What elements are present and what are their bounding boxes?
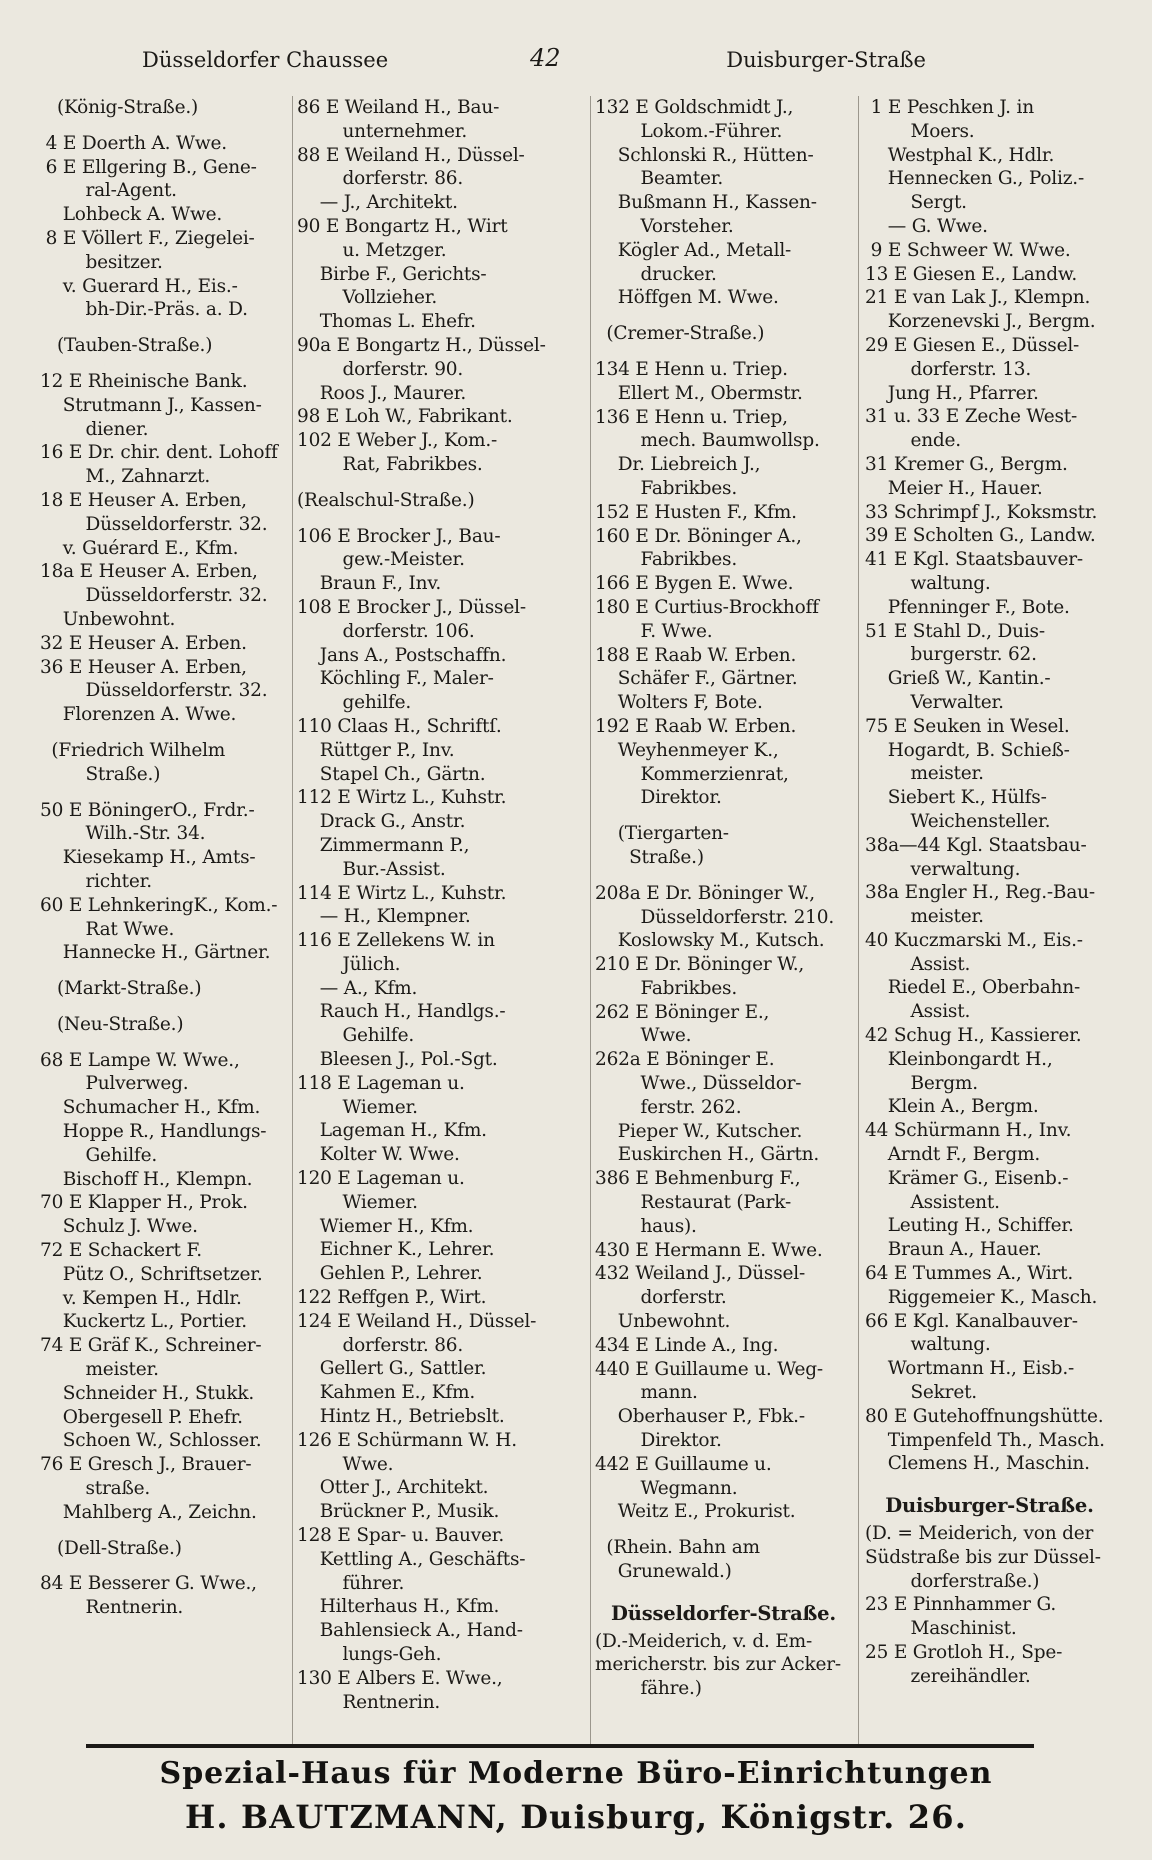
directory-entry: Lokom.-Führer. <box>595 120 783 142</box>
directory-entry: 180 E Curtius-Brockhoff <box>595 596 819 618</box>
directory-entry: bh-Dir.-Präs. a. D. <box>40 299 248 321</box>
directory-entry: Jans A., Postschaffn. <box>297 644 507 666</box>
directory-entry: Vollzieher. <box>297 287 438 309</box>
directory-entry: Beamter. <box>595 168 724 190</box>
directory-entry: Zimmermann P., <box>297 834 470 856</box>
directory-entry: 434 E Linde A., Ing. <box>595 1334 779 1356</box>
directory-entry: Kettling A., Geschäfts- <box>297 1548 526 1570</box>
directory-entry: Jülich. <box>297 953 401 975</box>
directory-entry: Weitz E., Prokurist. <box>595 1501 796 1523</box>
directory-entry: 440 E Guillaume u. Weg- <box>595 1358 823 1380</box>
directory-entry: dorferstr. <box>595 1287 727 1309</box>
directory-entry: Roos J., Maurer. <box>297 382 467 404</box>
spacer <box>40 1560 286 1572</box>
spacer <box>40 1001 286 1013</box>
directory-entry: Gellert G., Sattler. <box>297 1358 487 1380</box>
directory-entry: Höffgen M. Wwe. <box>595 287 779 309</box>
directory-entry: Klein A., Bergm. <box>865 1096 1039 1118</box>
directory-entry: 90 E Bongartz H., Wirt <box>297 215 508 237</box>
directory-entry: Lohbeck A. Wwe. <box>40 204 223 226</box>
directory-entry: Eichner K., Lehrer. <box>297 1239 495 1261</box>
directory-entry: Verwalter. <box>865 691 1004 713</box>
directory-entry: M., Zahnarzt. <box>40 466 211 488</box>
directory-entry: Wiemer. <box>297 1096 418 1118</box>
directory-entry: Moers. <box>865 120 975 142</box>
directory-entry: Düsseldorferstr. 210. <box>595 906 834 928</box>
directory-entry: Pulverweg. <box>40 1073 189 1095</box>
directory-entry: ende. <box>865 430 961 452</box>
directory-entry: Siebert K., Hülfs- <box>865 787 1047 809</box>
directory-entry: Arndt F., Bergm. <box>865 1144 1041 1166</box>
directory-entry: 210 E Dr. Böninger W., <box>595 954 805 976</box>
directory-entry: (D. = Meiderich, von der <box>865 1523 1094 1545</box>
directory-entry: 432 Weiland J., Düssel- <box>595 1263 806 1285</box>
directory-entry: Wiemer H., Kfm. <box>297 1215 474 1237</box>
directory-entry: 40 Kuczmarski M., Eis.- <box>865 929 1083 951</box>
directory-entry: 106 E Brocker J., Bau- <box>297 525 501 547</box>
directory-entry: Hogardt, B. Schieß- <box>865 739 1070 761</box>
directory-entry: unternehmer. <box>297 120 468 142</box>
directory-entry: Riggemeier K., Masch. <box>865 1286 1098 1308</box>
directory-entry: (Tiergarten- <box>595 823 729 845</box>
spacer <box>595 1524 852 1536</box>
directory-entry: 166 E Bygen E. Wwe. <box>595 573 794 595</box>
spacer <box>40 1525 286 1537</box>
directory-entry: Bur.-Assist. <box>297 858 446 880</box>
directory-entry: 23 E Pinnhammer G. <box>865 1594 1057 1616</box>
directory-entry: 188 E Raab W. Erben. <box>595 644 797 666</box>
spacer <box>595 1584 852 1596</box>
directory-entry: (Friedrich Wilhelm <box>40 739 226 761</box>
directory-entry: Kiesekamp H., Amts- <box>40 847 256 869</box>
column-4 <box>858 96 1114 1746</box>
directory-entry: u. Metzger. <box>297 239 447 261</box>
directory-entry: Unbewohnt. <box>40 608 176 630</box>
directory-entry: Kuckertz L., Portier. <box>40 1311 247 1333</box>
directory-entry: Rentnerin. <box>297 1691 441 1713</box>
directory-entry: Wilh.-Str. 34. <box>40 823 206 845</box>
directory-entry: drucker. <box>595 263 717 285</box>
directory-entry: Florenzen A. Wwe. <box>40 704 237 726</box>
advert-top-rule <box>86 1744 1034 1748</box>
directory-entry: 1 E Peschken J. in <box>865 97 1034 118</box>
directory-entry: Grunewald.) <box>595 1561 732 1583</box>
directory-entry: v. Guérard E., Kfm. <box>40 537 239 559</box>
spacer <box>40 322 286 334</box>
spacer <box>595 310 852 322</box>
directory-entry: 51 E Stahl D., Duis- <box>865 620 1045 642</box>
directory-entry: 90a E Bongartz H., Düssel- <box>297 334 546 356</box>
spacer <box>595 346 852 358</box>
directory-entry: Unbewohnt. <box>595 1311 731 1333</box>
directory-entry: (Tauben-Straße.) <box>40 335 213 357</box>
directory-entry: 13 E Giesen E., Landw. <box>865 263 1078 285</box>
directory-entry: 70 E Klapper H., Prok. <box>40 1192 248 1214</box>
directory-entry: Schumacher H., Kfm. <box>40 1097 261 1119</box>
directory-entry: Thomas L. Ehefr. <box>297 311 476 333</box>
directory-entry: dorferstr. 86. <box>297 1334 464 1356</box>
directory-entry: (Rhein. Bahn am <box>595 1537 760 1559</box>
header-right-street: Duisburger-Straße <box>726 48 926 72</box>
directory-entry: 18 E Heuser A. Erben, <box>40 489 247 511</box>
directory-entry: Hennecken G., Poliz.- <box>865 168 1085 190</box>
directory-entry: 66 E Kgl. Kanalbauver- <box>865 1310 1078 1332</box>
directory-entry: 430 E Hermann E. Wwe. <box>595 1239 823 1261</box>
directory-entry: — J., Architekt. <box>297 192 458 214</box>
directory-entry: — H., Klempner. <box>297 906 471 928</box>
directory-entry: Bahlensieck A., Hand- <box>297 1620 523 1642</box>
directory-entry: Birbe F., Gerichts- <box>297 263 487 285</box>
directory-entry: Kahmen E., Kfm. <box>297 1382 476 1404</box>
directory-entry: Oberhauser P., Fbk.- <box>595 1406 805 1428</box>
spacer <box>595 870 852 882</box>
directory-entry: Gehilfe. <box>40 1144 157 1166</box>
directory-entry: Schoen W., Schlosser. <box>40 1430 262 1452</box>
directory-entry: Assist. <box>865 1001 971 1023</box>
directory-entry: Hoppe R., Handlungs- <box>40 1121 267 1143</box>
directory-entry: 39 E Scholten G., Landw. <box>865 525 1096 547</box>
directory-entry: meister. <box>865 906 984 928</box>
directory-entry: v. Guerard H., Eis.- <box>40 275 238 297</box>
directory-entry: Direktor. <box>595 787 722 809</box>
advert-line-1: Spezial-Haus für Moderne Büro-Einrichtungen <box>159 1756 993 1791</box>
directory-entry: 112 E Wirtz L., Kuhstr. <box>297 787 507 809</box>
directory-entry: Pütz O., Schriftsetzer. <box>40 1263 263 1285</box>
directory-entry: Wegmann. <box>595 1477 738 1499</box>
directory-entry: Drack G., Anstr. <box>297 811 466 833</box>
directory-entry: besitzer. <box>40 251 163 273</box>
directory-entry: 44 Schürmann H., Inv. <box>865 1120 1072 1142</box>
directory-entry: 18a E Heuser A. Erben, <box>40 561 258 583</box>
directory-entry: 50 E BöningerO., Frdr.- <box>40 799 255 821</box>
column-1 <box>40 96 286 1746</box>
directory-entry: Korzenevski J., Bergm. <box>865 311 1096 333</box>
directory-entry: 134 E Henn u. Triep. <box>595 358 788 380</box>
directory-entry: 31 u. 33 E Zeche West- <box>865 406 1078 428</box>
directory-entry: straße. <box>40 1478 151 1500</box>
directory-entry: 31 Kremer G., Bergm. <box>865 453 1068 475</box>
directory-entry: 262 E Böninger E., <box>595 1001 770 1023</box>
directory-entry: 160 E Dr. Böninger A., <box>595 525 802 547</box>
directory-entry: Pieper W., Kutscher. <box>595 1120 803 1142</box>
directory-entry: 29 E Giesen E., Düssel- <box>865 334 1080 356</box>
directory-entry: Grieß W., Kantin.- <box>865 668 1051 690</box>
directory-columns <box>40 96 1105 1746</box>
directory-entry: gehilfe. <box>297 692 412 714</box>
directory-entry: Dr. Liebreich J., <box>595 454 761 476</box>
directory-entry: Köchling F., Maler- <box>297 668 494 690</box>
directory-entry: Weyhenmeyer K., <box>595 739 779 761</box>
directory-entry: 192 E Raab W. Erben. <box>595 715 797 737</box>
directory-entry: 108 E Brocker J., Düssel- <box>297 596 526 618</box>
directory-entry: (Cremer-Straße.) <box>595 323 765 345</box>
directory-entry: Hannecke H., Gärtner. <box>40 942 271 964</box>
directory-entry: Düsseldorferstr. 32. <box>40 680 268 702</box>
spacer <box>40 787 286 799</box>
directory-entry: 84 E Besserer G. Wwe., <box>40 1573 257 1595</box>
directory-entry: 33 Schrimpf J., Koksmstr. <box>865 501 1098 523</box>
directory-entry: 25 E Grotloh H., Spe- <box>865 1642 1063 1663</box>
directory-entry: Krämer G., Eisenb.- <box>865 1167 1069 1189</box>
directory-entry: Düsseldorferstr. 32. <box>40 513 268 535</box>
directory-entry: Westphal K., Hdlr. <box>865 144 1055 166</box>
directory-entry: Clemens H., Maschin. <box>865 1453 1090 1475</box>
directory-entry: dorferstraße.) <box>865 1570 1040 1592</box>
spacer <box>595 810 852 822</box>
directory-entry: Kommerzienrat, <box>595 763 789 785</box>
directory-entry: richter. <box>40 870 152 892</box>
directory-entry: Restaurat (Park- <box>595 1192 792 1214</box>
directory-entry: 9 E Schweer W. Wwe. <box>865 239 1071 261</box>
directory-entry: 208a E Dr. Böninger W., <box>595 882 815 904</box>
directory-entry: Wiemer. <box>297 1191 418 1213</box>
directory-entry: dorferstr. 106. <box>297 620 475 642</box>
directory-entry: mericherstr. bis zur Acker- <box>595 1654 841 1676</box>
directory-entry: 114 E Wirtz L., Kuhstr. <box>297 882 507 904</box>
directory-entry: 386 E Behmenburg F., <box>595 1168 801 1190</box>
directory-entry: Sekret. <box>865 1382 977 1404</box>
column-3 <box>590 96 852 1746</box>
directory-entry: 136 E Henn u. Triep, <box>595 406 788 428</box>
directory-entry: Straße.) <box>40 763 161 785</box>
directory-entry: Wolters F, Bote. <box>595 692 763 714</box>
directory-entry: Timpenfeld Th., Masch. <box>865 1429 1105 1451</box>
directory-entry: meister. <box>865 763 984 785</box>
directory-entry: Braun A., Hauer. <box>865 1239 1042 1261</box>
directory-entry: 60 E LehnkeringK., Kom.- <box>40 894 278 916</box>
directory-entry: Rat, Fabrikbes. <box>297 453 483 475</box>
spacer <box>40 1037 286 1049</box>
directory-entry: Südstraße bis zur Düssel- <box>865 1546 1101 1568</box>
directory-entry: Koslowsky M., Kutsch. <box>595 930 825 952</box>
directory-entry: 64 E Tummes A., Wirt. <box>865 1263 1074 1285</box>
directory-entry: 262a E Böninger E. <box>595 1049 775 1071</box>
directory-entry: zereihändler. <box>865 1665 1031 1687</box>
directory-entry: Vorsteher. <box>595 215 734 237</box>
directory-entry: dorferstr. 13. <box>865 358 1032 380</box>
directory-entry: Bischoff H., Klempn. <box>40 1168 253 1190</box>
directory-entry: verwaltung. <box>865 858 1021 880</box>
directory-entry: 12 E Rheinische Bank. <box>40 370 248 392</box>
directory-entry: Direktor. <box>595 1430 722 1452</box>
directory-entry: Meier H., Hauer. <box>865 477 1043 499</box>
directory-entry: Rentnerin. <box>40 1597 184 1619</box>
directory-entry: 98 E Loh W., Fabrikant. <box>297 406 513 428</box>
directory-entry: 32 E Heuser A. Erben. <box>40 632 247 654</box>
spacer <box>40 965 286 977</box>
spacer <box>40 120 286 132</box>
directory-entry: Mahlberg A., Zeichn. <box>40 1501 257 1523</box>
directory-entry: diener. <box>40 418 149 440</box>
directory-entry: Fabrikbes. <box>595 549 738 571</box>
directory-entry: Rauch H., Handlgs.- <box>297 1001 506 1023</box>
spacer <box>40 727 286 739</box>
directory-entry: 122 Reffgen P., Wirt. <box>297 1287 487 1309</box>
directory-entry: 102 E Weber J., Kom.- <box>297 430 498 452</box>
directory-entry: Kögler Ad., Metall- <box>595 239 792 261</box>
directory-entry: 38a Engler H., Reg.-Bau- <box>865 882 1095 904</box>
directory-entry: mech. Baumwollsp. <box>595 430 820 452</box>
column-2 <box>292 96 584 1746</box>
directory-entry: Maschinist. <box>865 1618 1017 1640</box>
directory-entry: Schlonski R., Hütten- <box>595 144 814 166</box>
directory-entry: waltung. <box>865 1334 991 1356</box>
directory-entry: F. Wwe. <box>595 620 713 642</box>
directory-entry: Strutmann J., Kassen- <box>40 394 262 416</box>
directory-entry: Braun F., Inv. <box>297 573 442 595</box>
directory-entry: 68 E Lampe W. Wwe., <box>40 1049 240 1071</box>
directory-entry: Schäfer F., Gärtner. <box>595 668 798 690</box>
directory-entry: Bleesen J., Pol.-Sgt. <box>297 1049 498 1071</box>
directory-entry: Rat Wwe. <box>40 918 175 940</box>
directory-entry: Schulz J. Wwe. <box>40 1216 198 1238</box>
directory-entry: 128 E Spar- u. Bauver. <box>297 1525 505 1547</box>
directory-entry: 8 E Völlert F., Ziegelei- <box>40 227 255 249</box>
directory-entry: — G. Wwe. <box>865 215 988 237</box>
directory-entry: Assistent. <box>865 1191 1000 1213</box>
directory-entry: 442 E Guillaume u. <box>595 1453 772 1475</box>
directory-entry: Gehilfe. <box>297 1025 414 1047</box>
directory-entry: Ellert M., Obermstr. <box>595 382 803 404</box>
directory-entry: 4 E Doerth A. Wwe. <box>40 132 227 154</box>
directory-entry: Gehlen P., Lehrer. <box>297 1263 483 1285</box>
directory-entry: 152 E Husten F., Kfm. <box>595 501 797 523</box>
directory-entry: Riedel E., Oberbahn- <box>865 977 1081 999</box>
directory-entry: mann. <box>595 1382 698 1404</box>
directory-entry: (Dell-Straße.) <box>40 1537 182 1559</box>
directory-entry: Straße.) <box>595 846 704 868</box>
directory-entry: 75 E Seuken in Wesel. <box>865 715 1070 737</box>
spacer <box>40 358 286 370</box>
directory-entry: Wwe. <box>595 1025 692 1047</box>
directory-entry: Bergm. <box>865 1072 978 1094</box>
directory-entry: Düsseldorferstr. 32. <box>40 585 268 607</box>
directory-entry: (Realschul-Straße.) <box>297 489 475 511</box>
directory-entry: (König-Straße.) <box>40 97 199 118</box>
directory-entry: Leuting H., Schiffer. <box>865 1215 1074 1237</box>
directory-entry: Wwe. <box>297 1453 394 1475</box>
directory-entry: Jung H., Pfarrer. <box>865 382 1039 404</box>
directory-entry: dorferstr. 86. <box>297 168 464 190</box>
directory-entry: 120 E Lageman u. <box>297 1168 465 1190</box>
directory-entry: gew.-Meister. <box>297 549 465 571</box>
directory-entry: meister. <box>40 1359 159 1381</box>
directory-entry: 6 E Ellgering B., Gene- <box>40 156 257 178</box>
directory-entry: Fabrikbes. <box>595 977 738 999</box>
directory-entry: 74 E Gräf K., Schreiner- <box>40 1335 262 1357</box>
directory-entry: Obergesell P. Ehefr. <box>40 1406 243 1428</box>
directory-entry: Otter J., Architekt. <box>297 1477 489 1499</box>
directory-entry: Wwe., Düsseldor- <box>595 1073 802 1095</box>
directory-entry: Pfenninger F., Bote. <box>865 596 1070 618</box>
directory-entry: 76 E Gresch J., Brauer- <box>40 1454 252 1476</box>
directory-entry: 126 E Schürmann W. H. <box>297 1429 517 1451</box>
directory-entry: Schneider H., Stukk. <box>40 1382 255 1404</box>
directory-entry: 116 E Zellekens W. in <box>297 930 495 952</box>
directory-entry: 124 E Weiland H., Düssel- <box>297 1310 537 1332</box>
directory-entry: v. Kempen H., Hdlr. <box>40 1287 242 1309</box>
directory-entry: 21 E van Lak J., Klempn. <box>865 287 1091 309</box>
directory-entry: dorferstr. 90. <box>297 358 464 380</box>
directory-entry: Stapel Ch., Gärtn. <box>297 763 486 785</box>
directory-entry: Lageman H., Kfm. <box>297 1120 487 1142</box>
spacer <box>297 477 584 489</box>
directory-entry: haus). <box>595 1215 697 1237</box>
directory-entry: Wortmann H., Eisb.- <box>865 1358 1075 1380</box>
directory-entry: ferstr. 262. <box>595 1096 742 1118</box>
directory-entry: Brückner P., Musik. <box>297 1501 500 1523</box>
directory-entry: 132 E Goldschmidt J., <box>595 97 794 118</box>
directory-entry: 88 E Weiland H., Düssel- <box>297 144 525 166</box>
directory-entry: burgerstr. 62. <box>865 644 1037 666</box>
directory-entry: 118 E Lageman u. <box>297 1072 465 1094</box>
directory-entry: (D.-Meiderich, v. d. Em- <box>595 1630 813 1652</box>
directory-entry: 130 E Albers E. Wwe., <box>297 1667 503 1689</box>
directory-entry: 80 E Gutehoffnungshütte. <box>865 1405 1104 1427</box>
directory-entry: waltung. <box>865 572 991 594</box>
street-heading: Düsseldorfer-Straße. <box>611 1601 836 1625</box>
page-number: 42 <box>530 44 561 72</box>
directory-entry: (Markt-Straße.) <box>40 978 202 1000</box>
directory-entry: ral-Agent. <box>40 180 177 202</box>
directory-entry: 86 E Weiland H., Bau- <box>297 97 500 118</box>
directory-entry: 110 Claas H., Schriftſ. <box>297 715 502 737</box>
directory-entry: — A., Kfm. <box>297 977 418 999</box>
header-left-street: Düsseldorfer Chaussee <box>142 48 389 72</box>
advert-line-2: H. BAUTZMANN, Duisburg, Königstr. 26. <box>184 1798 968 1836</box>
directory-entry: Assist. <box>865 953 971 975</box>
directory-entry: führer. <box>297 1572 405 1594</box>
directory-entry: Sergt. <box>865 192 967 214</box>
directory-entry: Fabrikbes. <box>595 477 738 499</box>
directory-entry: Weichensteller. <box>865 810 1051 832</box>
directory-entry: Kleinbongardt H., <box>865 1048 1053 1070</box>
directory-entry: 36 E Heuser A. Erben, <box>40 656 247 678</box>
directory-entry: 38a—44 Kgl. Staatsbau- <box>865 834 1087 856</box>
directory-entry: Hintz H., Betriebslt. <box>297 1406 505 1428</box>
directory-entry: Bußmann H., Kassen- <box>595 192 817 214</box>
directory-entry: lungs-Geh. <box>297 1644 442 1665</box>
directory-entry: Euskirchen H., Gärtn. <box>595 1144 820 1166</box>
directory-entry: Hilterhaus H., Kfm. <box>297 1596 500 1618</box>
directory-entry: Kolter W. Wwe. <box>297 1144 460 1166</box>
page-header <box>0 44 1152 82</box>
directory-entry: 42 Schug H., Kassierer. <box>865 1025 1082 1047</box>
directory-entry: fähre.) <box>595 1678 702 1700</box>
directory-entry: 72 E Schackert F. <box>40 1240 202 1262</box>
spacer <box>865 1476 1114 1488</box>
directory-entry: Rüttger P., Inv. <box>297 739 455 761</box>
directory-entry: (Neu-Straße.) <box>40 1013 184 1035</box>
directory-entry: 16 E Dr. chir. dent. Lohoff <box>40 442 278 464</box>
directory-entry: 41 E Kgl. Staatsbauver- <box>865 549 1083 571</box>
spacer <box>297 513 584 525</box>
street-heading: Duisburger-Straße. <box>885 1494 1094 1518</box>
